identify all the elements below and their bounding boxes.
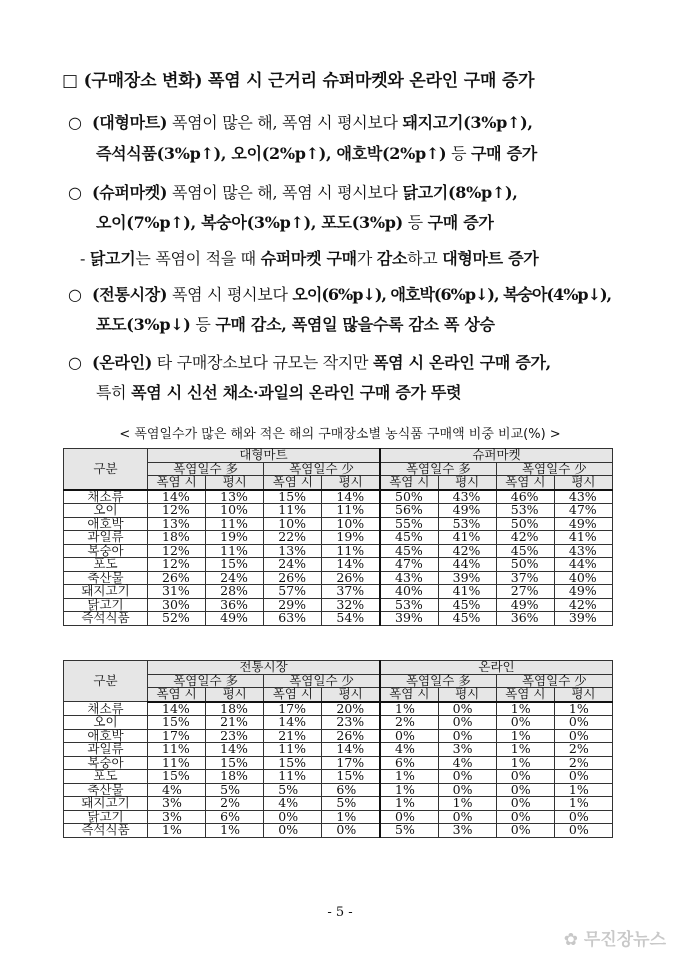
table-cell: 0% — [322, 824, 380, 838]
table-cell: 30% — [148, 598, 206, 612]
sub-item-chicken — [80, 246, 538, 269]
table-cell: 0% — [496, 783, 554, 797]
sub-header: 폭염일수 少 — [496, 674, 612, 688]
table-cell: 5% — [380, 824, 438, 838]
bullet-bold: 폭염 시 신선 채소·과일의 온라인 구매 증가 뚜렷 — [131, 383, 462, 402]
table-cell: 47% — [380, 558, 438, 572]
table-cell: 45% — [496, 544, 554, 558]
table-cell: 41% — [438, 585, 496, 599]
table-cell: 43% — [380, 571, 438, 585]
col-header: 평시 — [438, 476, 496, 490]
row-label: 포도 — [64, 558, 148, 572]
table-cell: 13% — [264, 544, 322, 558]
table-cell: 0% — [264, 810, 322, 824]
table-cell: 26% — [322, 571, 380, 585]
table-cell: 18% — [206, 702, 264, 716]
table-cell: 0% — [438, 729, 496, 743]
col-header: 평시 — [206, 688, 264, 702]
table-cell: 14% — [206, 743, 264, 757]
table-cell: 39% — [380, 612, 438, 626]
table-cell: 22% — [264, 531, 322, 545]
table-cell: 43% — [438, 490, 496, 504]
table-cell: 15% — [206, 558, 264, 572]
table-cell: 0% — [264, 824, 322, 838]
sub-text: 하고 — [407, 249, 443, 268]
bullet-hypermart-cont — [96, 141, 537, 164]
row-label: 오이 — [64, 504, 148, 518]
watermark-icon: ✿ — [563, 930, 578, 950]
table-cell: 11% — [148, 743, 206, 757]
table-cell: 26% — [264, 571, 322, 585]
table-cell: 11% — [264, 770, 322, 784]
bullet-supermarket-cont — [96, 210, 494, 233]
table-cell: 14% — [148, 490, 206, 504]
watermark-text: 무진장뉴스 — [583, 930, 666, 950]
table-cell: 1% — [380, 783, 438, 797]
table-cell: 42% — [554, 598, 612, 612]
comparison-table-traditional-online — [63, 660, 613, 838]
table-cell: 1% — [496, 729, 554, 743]
table-cell: 3% — [148, 797, 206, 811]
table-cell: 1% — [206, 824, 264, 838]
table-cell: 0% — [554, 810, 612, 824]
bullet-bold: 오이(6%p↓), 애호박(6%p↓), 복숭아(4%p↓), — [292, 285, 612, 304]
sub-header: 폭염일수 多 — [148, 674, 264, 688]
table-cell: 50% — [380, 490, 438, 504]
table-cell: 44% — [438, 558, 496, 572]
table-row — [64, 743, 613, 757]
table-cell: 12% — [148, 544, 206, 558]
table-cell: 47% — [554, 504, 612, 518]
column-header: 구분 — [64, 449, 148, 490]
bullet-text: 폭염이 많은 해, 폭염 시 평시보다 — [167, 113, 403, 132]
circle-bullet-icon: ○ — [68, 113, 82, 132]
col-header: 폭염 시 — [496, 688, 554, 702]
table-cell: 57% — [264, 585, 322, 599]
table-cell: 28% — [206, 585, 264, 599]
bullet-bold: 오이(7%p↑), 복숭아(3%p↑), 포도(3%p) — [96, 213, 403, 232]
col-header: 평시 — [322, 688, 380, 702]
table-cell: 0% — [554, 716, 612, 730]
col-header: 폭염 시 — [496, 476, 554, 490]
bullet-text: 폭염 시 평시보다 — [167, 285, 293, 304]
table-cell: 0% — [496, 810, 554, 824]
row-label: 애호박 — [64, 517, 148, 531]
table-cell: 2% — [380, 716, 438, 730]
col-header: 폭염 시 — [380, 476, 438, 490]
table-cell: 39% — [554, 612, 612, 626]
bullet-text: 등 — [446, 144, 472, 163]
table-cell: 0% — [380, 729, 438, 743]
table-cell: 0% — [380, 810, 438, 824]
table-cell: 0% — [438, 810, 496, 824]
table-cell: 11% — [264, 743, 322, 757]
table-cell: 15% — [264, 756, 322, 770]
bullet-bold: 닭고기(8%p↑), — [402, 183, 518, 202]
table-row — [64, 585, 613, 599]
row-label: 닭고기 — [64, 810, 148, 824]
table-cell: 15% — [264, 490, 322, 504]
bullet-text: 특히 — [96, 383, 132, 402]
table-cell: 49% — [438, 504, 496, 518]
table-row — [64, 770, 613, 784]
dash-marker: - — [80, 249, 90, 268]
table-cell: 49% — [496, 598, 554, 612]
sub-bold: 슈퍼마켓 구매 — [260, 249, 357, 268]
table-cell: 18% — [148, 531, 206, 545]
col-header: 평시 — [206, 476, 264, 490]
table-cell: 45% — [380, 531, 438, 545]
table-row — [64, 824, 613, 838]
table-cell: 53% — [496, 504, 554, 518]
table-cell: 37% — [322, 585, 380, 599]
table-cell: 52% — [148, 612, 206, 626]
table-cell: 11% — [206, 517, 264, 531]
table-cell: 0% — [496, 770, 554, 784]
col-header: 폭염 시 — [264, 688, 322, 702]
table-cell: 63% — [264, 612, 322, 626]
bullet-tag: (대형마트) — [92, 113, 168, 132]
table-cell: 42% — [496, 531, 554, 545]
table-row — [64, 531, 613, 545]
table-cell: 42% — [438, 544, 496, 558]
table-cell: 19% — [206, 531, 264, 545]
bullet-text: 폭염이 많은 해, 폭염 시 평시보다 — [167, 183, 403, 202]
bullet-bold: 돼지고기(3%p↑), — [402, 113, 533, 132]
table-cell: 13% — [206, 490, 264, 504]
row-label: 복숭아 — [64, 544, 148, 558]
table-cell: 1% — [322, 810, 380, 824]
bullet-tag: (전통시장) — [92, 285, 168, 304]
bullet-hypermart — [68, 110, 533, 133]
table-cell: 53% — [438, 517, 496, 531]
table-cell: 41% — [438, 531, 496, 545]
row-label: 돼지고기 — [64, 797, 148, 811]
table-cell: 17% — [322, 756, 380, 770]
table-cell: 36% — [496, 612, 554, 626]
row-label: 복숭아 — [64, 756, 148, 770]
table-cell: 45% — [380, 544, 438, 558]
table-cell: 19% — [322, 531, 380, 545]
table-cell: 40% — [380, 585, 438, 599]
sub-bold: 감소 — [376, 249, 408, 268]
row-label: 축산물 — [64, 571, 148, 585]
row-label: 즉석식품 — [64, 612, 148, 626]
table-cell: 14% — [264, 716, 322, 730]
table-cell: 23% — [206, 729, 264, 743]
col-header: 폭염 시 — [380, 688, 438, 702]
sub-text: 가 — [356, 249, 377, 268]
bullet-text: 등 — [402, 213, 428, 232]
table-cell: 2% — [206, 797, 264, 811]
row-label: 채소류 — [64, 702, 148, 716]
table-cell: 0% — [554, 729, 612, 743]
table-cell: 36% — [206, 598, 264, 612]
sub-bold: 대형마트 증가 — [442, 249, 539, 268]
table-cell: 5% — [264, 783, 322, 797]
table-cell: 21% — [206, 716, 264, 730]
table-cell: 1% — [496, 702, 554, 716]
row-label: 채소류 — [64, 490, 148, 504]
col-header: 평시 — [554, 476, 612, 490]
table-cell: 0% — [496, 824, 554, 838]
table-cell: 49% — [554, 517, 612, 531]
table-cell: 11% — [148, 756, 206, 770]
table-cell: 1% — [496, 756, 554, 770]
table-cell: 4% — [438, 756, 496, 770]
table-cell: 50% — [496, 517, 554, 531]
table-cell: 10% — [322, 517, 380, 531]
table-cell: 14% — [322, 558, 380, 572]
page-number: - 5 - — [327, 905, 353, 920]
table-cell: 41% — [554, 531, 612, 545]
table-cell: 5% — [322, 797, 380, 811]
col-header: 폭염 시 — [148, 688, 206, 702]
table-cell: 12% — [148, 504, 206, 518]
row-label: 과일류 — [64, 531, 148, 545]
row-label: 닭고기 — [64, 598, 148, 612]
table-cell: 1% — [380, 797, 438, 811]
table-cell: 29% — [264, 598, 322, 612]
table-cell: 10% — [206, 504, 264, 518]
circle-bullet-icon: ○ — [68, 285, 82, 304]
table-cell: 1% — [496, 743, 554, 757]
col-header: 평시 — [438, 688, 496, 702]
bullet-bold: 즉석식품(3%p↑), 오이(2%p↑), 애호박(2%p↑) — [96, 144, 447, 163]
table-cell: 11% — [322, 544, 380, 558]
bullet-online — [68, 350, 551, 373]
row-label: 과일류 — [64, 743, 148, 757]
table-cell: 14% — [148, 702, 206, 716]
table-row — [64, 797, 613, 811]
circle-bullet-icon: ○ — [68, 353, 82, 372]
sub-header: 폭염일수 多 — [380, 674, 496, 688]
table-cell: 0% — [554, 824, 612, 838]
col-header: 평시 — [554, 688, 612, 702]
table-cell: 15% — [148, 770, 206, 784]
table-row — [64, 558, 613, 572]
bullet-supermarket — [68, 180, 518, 203]
table-cell: 15% — [148, 716, 206, 730]
row-label: 돼지고기 — [64, 585, 148, 599]
circle-bullet-icon: ○ — [68, 183, 82, 202]
table-cell: 14% — [322, 490, 380, 504]
table-cell: 15% — [322, 770, 380, 784]
table-cell: 21% — [264, 729, 322, 743]
row-label: 즉석식품 — [64, 824, 148, 838]
table-cell: 27% — [496, 585, 554, 599]
table-cell: 1% — [554, 797, 612, 811]
table-cell: 45% — [438, 612, 496, 626]
bullet-text: 등 — [190, 315, 216, 334]
col-header: 평시 — [322, 476, 380, 490]
table-cell: 40% — [554, 571, 612, 585]
table-cell: 49% — [206, 612, 264, 626]
table-cell: 1% — [554, 702, 612, 716]
sub-header: 폭염일수 少 — [264, 674, 380, 688]
row-label: 축산물 — [64, 783, 148, 797]
table-cell: 3% — [148, 810, 206, 824]
table-cell: 11% — [322, 504, 380, 518]
table-cell: 53% — [380, 598, 438, 612]
table-cell: 12% — [148, 558, 206, 572]
comparison-table-hypermart-supermarket — [63, 448, 613, 626]
sub-header: 폭염일수 多 — [148, 462, 264, 476]
column-header: 구분 — [64, 661, 148, 702]
table-cell: 50% — [496, 558, 554, 572]
table-cell: 1% — [148, 824, 206, 838]
watermark-logo — [564, 925, 666, 950]
table-cell: 43% — [554, 490, 612, 504]
sub-header: 폭염일수 少 — [264, 462, 380, 476]
table-cell: 32% — [322, 598, 380, 612]
table-cell: 13% — [148, 517, 206, 531]
table-cell: 0% — [438, 702, 496, 716]
table-cell: 4% — [264, 797, 322, 811]
table-cell: 6% — [380, 756, 438, 770]
table-cell: 5% — [206, 783, 264, 797]
bullet-bold: 구매 증가 — [471, 144, 537, 163]
col-header: 폭염 시 — [264, 476, 322, 490]
table-cell: 45% — [438, 598, 496, 612]
table-cell: 56% — [380, 504, 438, 518]
row-label: 포도 — [64, 770, 148, 784]
table-cell: 23% — [322, 716, 380, 730]
table-cell: 3% — [438, 824, 496, 838]
group-header: 전통시장 — [148, 661, 381, 675]
table-cell: 0% — [554, 770, 612, 784]
table-cell: 4% — [148, 783, 206, 797]
bullet-online-cont — [96, 380, 461, 403]
table-cell: 0% — [496, 716, 554, 730]
table-cell: 0% — [438, 770, 496, 784]
table-cell: 44% — [554, 558, 612, 572]
table-cell: 20% — [322, 702, 380, 716]
table-cell: 0% — [438, 716, 496, 730]
table-cell: 55% — [380, 517, 438, 531]
table-cell: 11% — [264, 504, 322, 518]
bullet-bold: 구매 증가 — [427, 213, 494, 232]
group-header: 온라인 — [380, 661, 613, 675]
row-label: 오이 — [64, 716, 148, 730]
table-cell: 3% — [438, 743, 496, 757]
table-cell: 24% — [264, 558, 322, 572]
sub-header: 폭염일수 多 — [380, 462, 496, 476]
section-heading: □ (구매장소 변화) 폭염 시 근거리 슈퍼마켓와 온라인 구매 증가 — [62, 71, 535, 91]
bullet-tag: (온라인) — [92, 353, 153, 372]
table-cell: 17% — [264, 702, 322, 716]
table-cell: 1% — [380, 702, 438, 716]
table-cell: 14% — [322, 743, 380, 757]
table-cell: 6% — [322, 783, 380, 797]
table-cell: 15% — [206, 756, 264, 770]
bullet-tag: (슈퍼마켓) — [92, 183, 168, 202]
table-cell: 2% — [554, 756, 612, 770]
table-cell: 49% — [554, 585, 612, 599]
table-cell: 4% — [380, 743, 438, 757]
table-cell: 43% — [554, 544, 612, 558]
bullet-traditional-market-cont — [96, 312, 495, 335]
table-row — [64, 504, 613, 518]
table-cell: 39% — [438, 571, 496, 585]
sub-bold: 닭고기 — [89, 249, 136, 268]
sub-text: 는 폭염이 적을 때 — [135, 249, 261, 268]
table-cell: 26% — [322, 729, 380, 743]
table-cell: 1% — [380, 770, 438, 784]
table-cell: 31% — [148, 585, 206, 599]
table-cell: 0% — [496, 797, 554, 811]
table-cell: 1% — [438, 797, 496, 811]
table-cell: 24% — [206, 571, 264, 585]
table-cell: 6% — [206, 810, 264, 824]
bullet-text: 타 구매장소보다 규모는 작지만 — [152, 353, 373, 372]
col-header: 폭염 시 — [148, 476, 206, 490]
table-row — [64, 716, 613, 730]
table-cell: 11% — [206, 544, 264, 558]
table-row — [64, 612, 613, 626]
table-cell: 46% — [496, 490, 554, 504]
bullet-traditional-market — [68, 282, 611, 305]
row-label: 애호박 — [64, 729, 148, 743]
table-cell: 1% — [554, 783, 612, 797]
table-cell: 26% — [148, 571, 206, 585]
table-cell: 2% — [554, 743, 612, 757]
table-cell: 54% — [322, 612, 380, 626]
table-cell: 17% — [148, 729, 206, 743]
sub-header: 폭염일수 少 — [496, 462, 612, 476]
table-cell: 10% — [264, 517, 322, 531]
table-caption: < 폭염일수가 많은 해와 적은 해의 구매장소별 농식품 구매액 비중 비교(%) > — [119, 427, 561, 442]
table-cell: 0% — [438, 783, 496, 797]
bullet-bold: 폭염 시 온라인 구매 증가, — [372, 353, 551, 372]
bullet-bold: 구매 감소, 폭염일 많을수록 감소 폭 상승 — [215, 315, 495, 334]
group-header: 대형마트 — [148, 449, 381, 463]
group-header: 슈퍼마켓 — [380, 449, 613, 463]
bullet-bold: 포도(3%p↓) — [96, 315, 191, 334]
table-cell: 37% — [496, 571, 554, 585]
table-cell: 18% — [206, 770, 264, 784]
